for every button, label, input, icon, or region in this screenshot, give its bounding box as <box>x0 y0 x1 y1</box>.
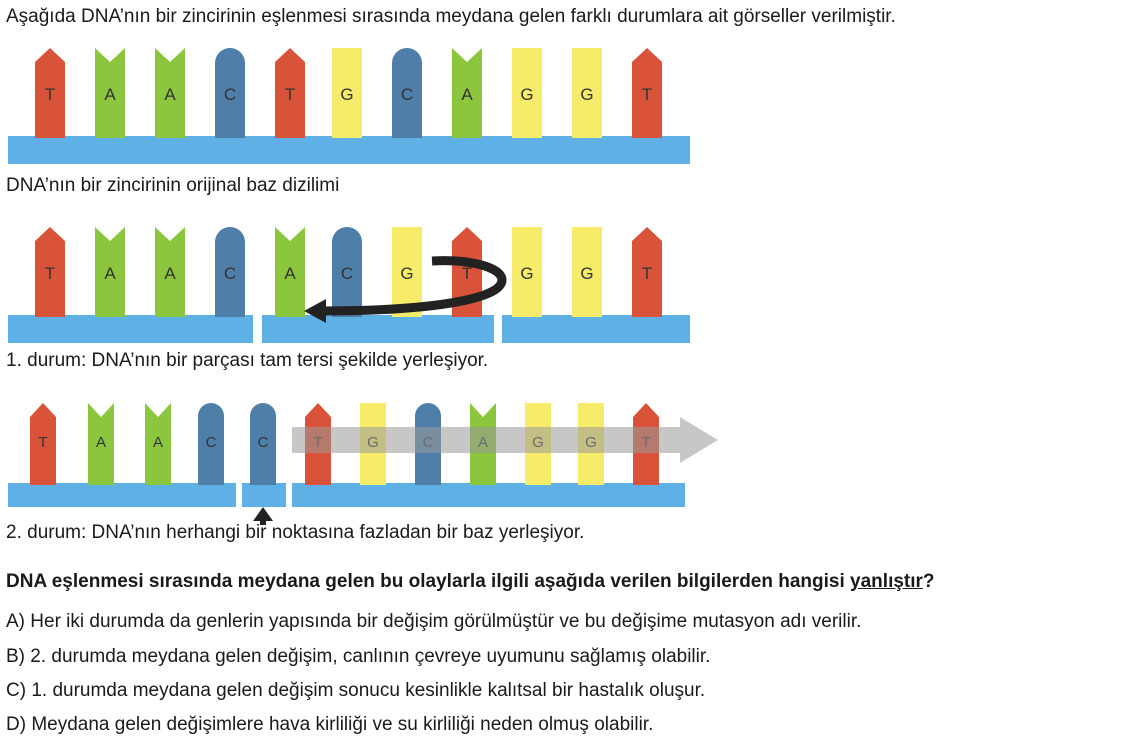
base-label: G <box>340 85 354 104</box>
backbone-right <box>292 483 685 507</box>
base-label: T <box>44 264 56 283</box>
option-c[interactable]: C) 1. durumda meydana gelen değişim sonucu kesinlikle kalıtsal bir hastalık oluşur. <box>6 680 706 701</box>
dna-original-diagram <box>0 40 720 170</box>
base-label: G <box>520 264 534 283</box>
base-label: T <box>38 434 48 451</box>
intro-text: Aşağıda DNA’nın bir zincirinin eşlenmesi sırasında meydana gelen farklı durumlara ait görseller verilmiştir. <box>6 6 896 27</box>
base-label: T <box>641 85 653 104</box>
base-label: C <box>257 434 269 451</box>
base-label: A <box>104 264 116 283</box>
option-b[interactable]: B) 2. durumda meydana gelen değişim, canlının çevreye uyumunu sağlamış olabilir. <box>6 646 711 667</box>
base-label: C <box>400 85 414 104</box>
base-label: A <box>164 264 176 283</box>
base-label: A <box>164 85 176 104</box>
base-label: C <box>223 85 237 104</box>
base-label: A <box>284 264 296 283</box>
caption-insertion: 2. durum: DNA’nın herhangi bir noktasına fazladan bir baz yerleşiyor. <box>6 522 585 543</box>
backbone-middle <box>262 315 494 343</box>
base-label: G <box>580 264 594 283</box>
insert-marker-head <box>253 507 273 521</box>
backbone-right <box>502 315 690 343</box>
base-label: T <box>284 85 296 104</box>
caption-inversion: 1. durum: DNA’nın bir parçası tam tersi şekilde yerleşiyor. <box>6 350 489 371</box>
base-label: G <box>580 85 594 104</box>
question-text: DNA eşlenmesi sırasında meydana gelen bu olaylarla ilgili aşağıda verilen bilgilerden hangisi yanlıştır? <box>6 571 935 592</box>
base-label: A <box>461 85 473 104</box>
option-d[interactable]: D) Meydana gelen değişimlere hava kirliliği ve su kirliliği neden olmuş olabilir. <box>6 714 654 735</box>
base-label: C <box>223 264 237 283</box>
option-a[interactable]: A) Her iki durumda da genlerin yapısında bir değişim görülmüştür ve bu değişime mutasyon adı verilir. <box>6 611 862 632</box>
backbone-left <box>8 483 236 507</box>
backbone-left <box>8 315 253 343</box>
backbone <box>8 136 690 164</box>
base-label: G <box>400 264 414 283</box>
caption-original: DNA’nın bir zincirinin orijinal baz dizilimi <box>6 175 340 196</box>
base-label: T <box>44 85 56 104</box>
base-label: T <box>461 264 473 283</box>
backbone-insert <box>242 483 286 507</box>
dna-inversion-diagram <box>0 215 720 350</box>
base-label: A <box>104 85 116 104</box>
base-label: C <box>340 264 354 283</box>
dna-insertion-diagram <box>0 395 730 530</box>
base-label: C <box>205 434 217 451</box>
base-label: G <box>520 85 534 104</box>
base-label: T <box>641 264 653 283</box>
base-label: A <box>95 434 107 451</box>
base-label: A <box>152 434 164 451</box>
